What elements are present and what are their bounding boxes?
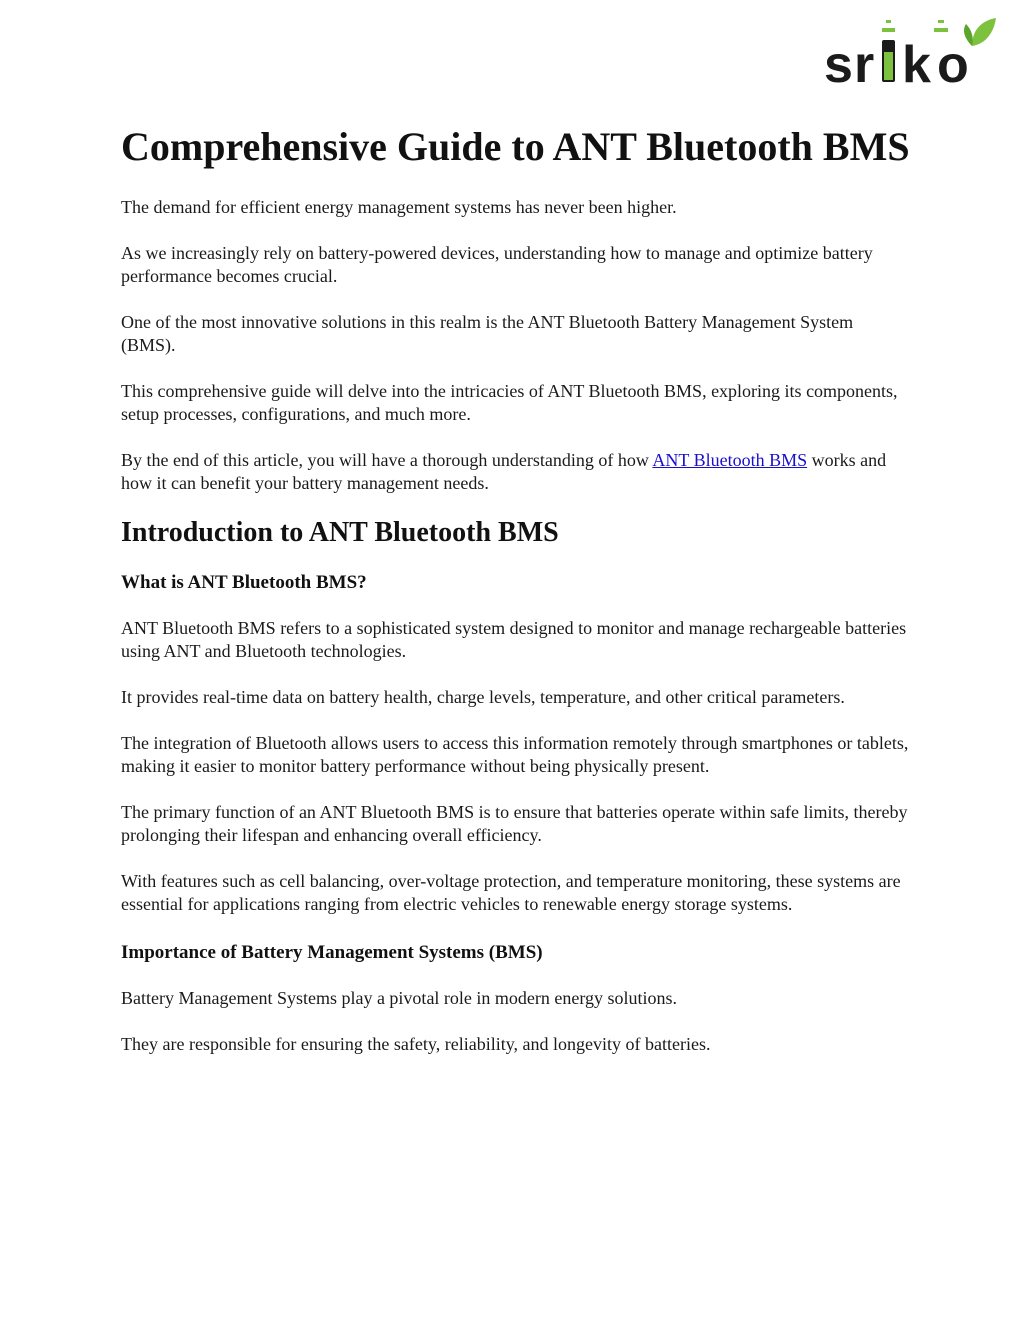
- closing-text-after: works and how it can benefit your battery management needs.: [121, 450, 887, 493]
- svg-text:k: k: [902, 36, 931, 90]
- body-paragraph: Battery Management Systems play a pivotal role in modern energy solutions.: [121, 988, 678, 1008]
- subsection-heading: Importance of Battery Management Systems (BMS): [121, 942, 543, 963]
- ant-bluetooth-bms-link[interactable]: ANT Bluetooth BMS: [652, 450, 808, 470]
- sriko-logo[interactable]: [822, 16, 998, 90]
- page-title: Comprehensive Guide to ANT Bluetooth BMS: [121, 124, 910, 169]
- intro-paragraph: One of the most innovative solutions in this realm is the ANT Bluetooth Battery Management System (BMS).: [121, 312, 854, 355]
- intro-paragraph: The demand for efficient energy management systems has never been higher.: [121, 197, 677, 217]
- article-body: [121, 118, 911, 1056]
- closing-text-before: By the end of this article, you will have a thorough understanding of how: [121, 450, 653, 470]
- body-paragraph: The primary function of an ANT Bluetooth BMS is to ensure that batteries operate within safe limits, thereby prolonging their lifespan and enhancing overall efficiency.: [121, 802, 908, 845]
- subsection-heading: What is ANT Bluetooth BMS?: [121, 572, 367, 593]
- body-paragraph: ANT Bluetooth BMS refers to a sophisticated system designed to monitor and manage rechargeable batteries using ANT and Bluetooth technologies.: [121, 618, 907, 661]
- body-paragraph: They are responsible for ensuring the safety, reliability, and longevity of batteries.: [121, 1034, 711, 1054]
- intro-paragraph: As we increasingly rely on battery-powered devices, understanding how to manage and optimize battery performance becomes crucial.: [121, 243, 873, 286]
- intro-paragraph: This comprehensive guide will delve into the intricacies of ANT Bluetooth BMS, exploring its components, setup processes, configurations, and much more.: [121, 381, 898, 424]
- section-heading: Introduction to ANT Bluetooth BMS: [121, 517, 559, 548]
- body-paragraph: The integration of Bluetooth allows users to access this information remotely through smartphones or tablets, making it easier to monitor battery performance without being physically present.: [121, 733, 909, 776]
- closing-paragraph: [121, 449, 911, 495]
- body-paragraph: It provides real-time data on battery health, charge levels, temperature, and other critical parameters.: [121, 687, 845, 707]
- svg-text:s: s: [824, 36, 853, 90]
- svg-text:o: o: [937, 36, 969, 90]
- svg-text:r: r: [854, 36, 875, 90]
- body-paragraph: With features such as cell balancing, over-voltage protection, and temperature monitoring, these systems are essential for applications ranging from electric vehicles to renewable energy storage systems.: [121, 871, 901, 914]
